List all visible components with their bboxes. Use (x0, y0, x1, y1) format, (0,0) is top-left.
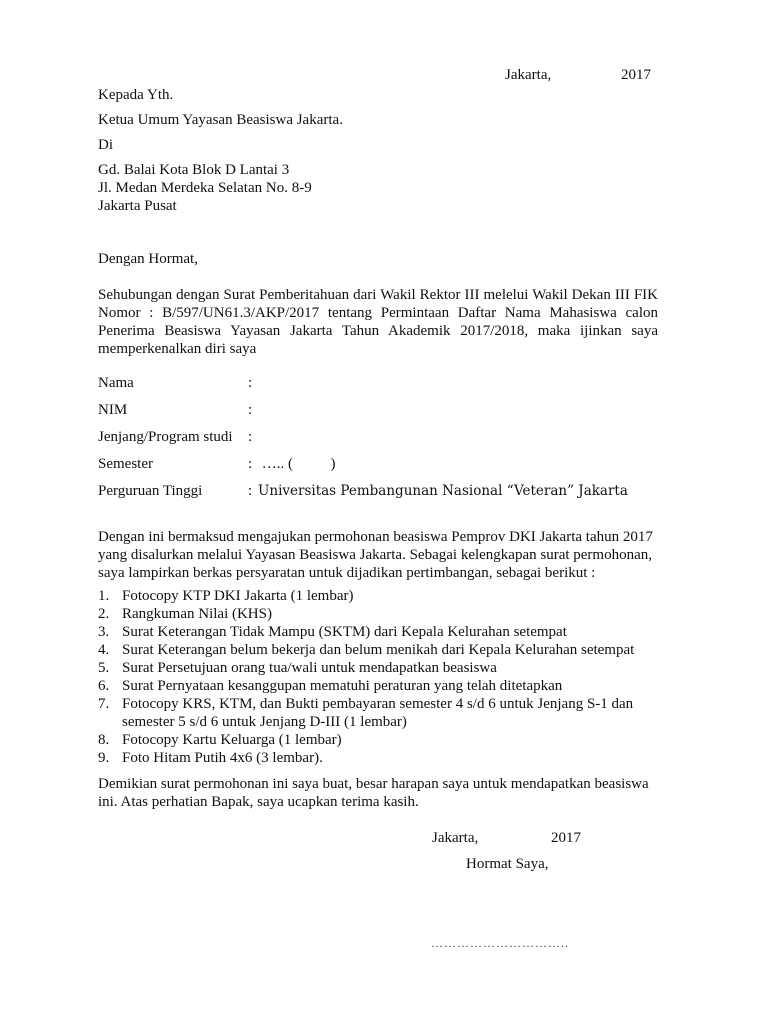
list-item-text: Fotocopy Kartu Keluarga (1 lembar) (122, 732, 342, 748)
field-value-university: Universitas Pembangunan Nasional “Veteran” Jakarta (258, 483, 628, 499)
list-item (98, 677, 668, 695)
field-label-program: Jenjang/Program studi (98, 429, 233, 445)
field-label-nama: Nama (98, 375, 134, 391)
field-colon-university: : (248, 483, 253, 499)
list-item-text: Fotocopy KRS, KTM, dan Bukti pembayaran semester 4 s/d 6 untuk Jenjang S-1 dan semester 5 s/d 6 untuk Jenjang D-III (1 lembar) (122, 696, 634, 730)
request-paragraph: Dengan ini bermaksud mengajukan permohonan beasiswa Pemprov DKI Jakarta tahun 2017 yang disalurkan melalui Yayasan Beasiswa Jakarta. Sebagai kelengkapan surat permohonan, saya lampirkan berkas persyaratan untuk dijadikan pertimbangan, sebagai berikut : (98, 529, 653, 581)
field-value-semester: ….. ( ) (258, 456, 336, 472)
field-label-semester: Semester (98, 456, 153, 472)
list-item (98, 641, 668, 659)
list-item-text: Fotocopy KTP DKI Jakarta (1 lembar) (122, 588, 354, 604)
field-colon-program: : (248, 429, 253, 445)
intro-paragraph: Sehubungan dengan Surat Pemberitahuan dari Wakil Rektor III melelui Wakil Dekan III FIK Nomor : B/597/UN61.3/AKP/2017 tentang Permintaan Daftar Nama Mahasiswa calon Penerima Beasiswa Yayasan Jakarta Tahun Akademik 2017/2018, maka ijinkan saya memperkenalkan diri saya (98, 287, 658, 357)
list-item-text: Rangkuman Nilai (KHS) (122, 606, 272, 622)
list-item-number: 2. (98, 606, 110, 622)
list-item (98, 623, 668, 641)
greeting: Dengan Hormat, (98, 251, 198, 267)
field-colon-nama: : (248, 375, 253, 391)
recipient-di: Di (98, 137, 113, 153)
recipient-salutation: Kepada Yth. (98, 87, 174, 103)
list-item-number: 9. (98, 750, 110, 766)
field-label-nim: NIM (98, 402, 128, 418)
list-item (98, 659, 668, 677)
list-item-number: 5. (98, 660, 110, 676)
list-item (98, 749, 668, 767)
list-item-number: 7. (98, 696, 110, 712)
list-item-text: Surat Keterangan Tidak Mampu (SKTM) dari Kepala Kelurahan setempat (122, 624, 567, 640)
recipient-address-2: Jl. Medan Merdeka Selatan No. 8-9 (98, 180, 312, 196)
field-label-university: Perguruan Tinggi (98, 483, 203, 499)
list-item-text: Surat Pernyataan kesanggupan mematuhi peraturan yang telah ditetapkan (122, 678, 563, 694)
signature-regards: Hormat Saya, (466, 856, 549, 872)
list-item (98, 605, 668, 623)
recipient-title: Ketua Umum Yayasan Beasiswa Jakarta. (98, 112, 343, 128)
field-colon-semester: : (248, 456, 253, 472)
list-item (98, 695, 668, 731)
list-item-number: 1. (98, 588, 110, 604)
list-item (98, 587, 668, 605)
recipient-address-3: Jakarta Pusat (98, 198, 177, 214)
signature-city-date: Jakarta, (432, 830, 479, 846)
closing-paragraph: Demikian surat permohonan ini saya buat, besar harapan saya untuk mendapatkan beasiswa ini. Atas perhatian Bapak, saya ucapkan terima kasih. (98, 776, 649, 810)
signature-name-placeholder: ………………………….. (431, 936, 569, 950)
list-item-number: 8. (98, 732, 110, 748)
list-item-text: Foto Hitam Putih 4x6 (3 lembar). (122, 750, 323, 766)
recipient-address-1: Gd. Balai Kota Blok D Lantai 3 (98, 162, 290, 178)
field-colon-nim: : (248, 402, 253, 418)
header-year: 2017 (621, 67, 651, 83)
header-city-date: Jakarta, (505, 67, 552, 83)
list-item-number: 4. (98, 642, 110, 658)
list-item-number: 3. (98, 624, 110, 640)
list-item (98, 731, 668, 749)
list-item-text: Surat Persetujuan orang tua/wali untuk mendapatkan beasiswa (122, 660, 497, 676)
signature-year: 2017 (551, 830, 581, 846)
list-item-number: 6. (98, 678, 110, 694)
list-item-text: Surat Keterangan belum bekerja dan belum menikah dari Kepala Kelurahan setempat (122, 642, 635, 658)
requirements-list (98, 587, 668, 767)
